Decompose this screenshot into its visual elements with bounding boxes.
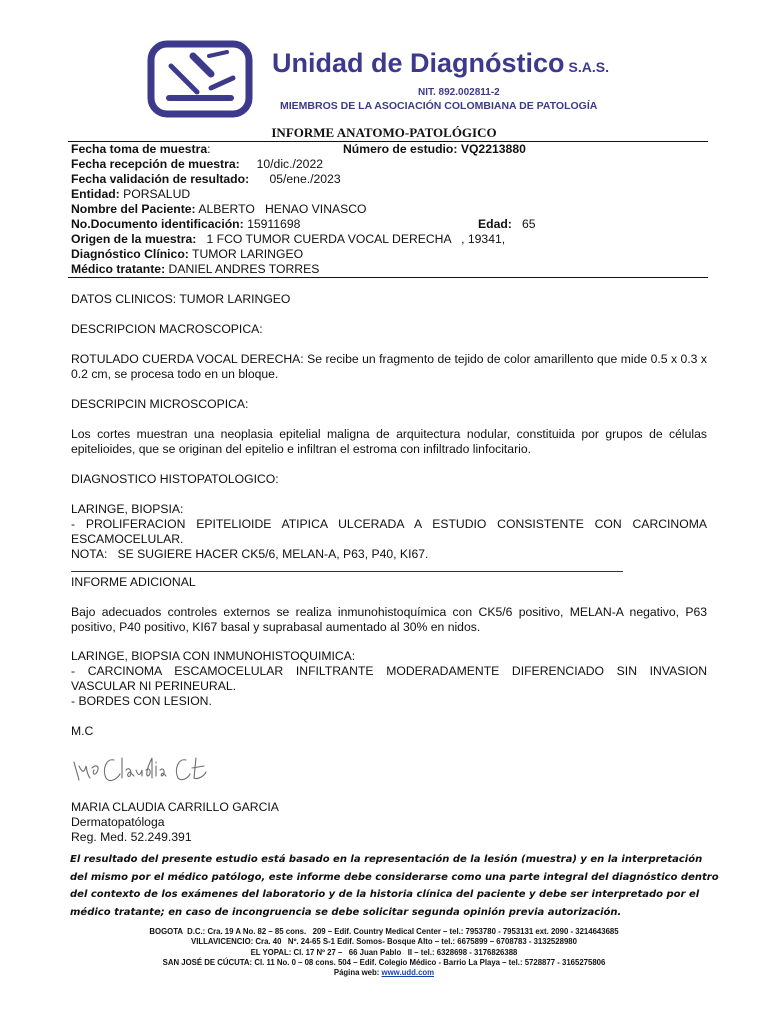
footer — [0, 927, 768, 978]
ihq-item-1: - CARCINOMA ESCAMOCELULAR INFILTRANTE MODERADAMENTE DIFERENCIADO SIN INVASION VASCULAR NI PERINEURAL. — [71, 664, 707, 693]
report-title: INFORME ANATOMO-PATOLÓGICO — [271, 125, 497, 140]
divider-info — [68, 277, 708, 278]
info-fecha-toma: Fecha toma de muestra: — [71, 142, 211, 156]
company-logo — [147, 40, 253, 118]
footer-bogota: BOGOTA D.C.: Cra. 19 A No. 82 – 85 cons. 209 – Edif. Country Medical Center – tel.: 7953780 - 7953131 ext. 2090 - 3214643685 — [149, 927, 619, 936]
datos-clinicos: DATOS CLINICOS: TUMOR LARINGEO — [71, 292, 291, 306]
footer-cucuta: SAN JOSÉ DE CÚCUTA: Cl. 11 No. 0 – 08 cons. 504 – Edif. Colegio Médico - Barrio La Playa – tel.: 5728877 - 3165275806 — [162, 957, 606, 967]
footer-web-label: Página web: — [333, 968, 380, 978]
signer-name: MARIA CLAUDIA CARRILLO GARCIA — [71, 800, 279, 814]
info-fecha-recepcion: Fecha recepción de muestra: 10/dic./2022 — [71, 157, 324, 171]
footer-yopal: EL YOPAL: Cl. 17 Nº 27 – 66 Juan Pablo II – tel.: 6328698 - 3176826388 — [250, 947, 518, 957]
info-entidad: Entidad: PORSALUD — [71, 187, 191, 201]
signer-role: Dermatopatóloga — [71, 815, 165, 829]
adicional-heading: INFORME ADICIONAL — [71, 575, 196, 589]
footer-villavicencio: VILLAVICENCIO: Cra. 40 Nº. 24-65 S-1 Edif. Somos- Bosque Alto – tel.: 6675899 – 6708783 - 3132528980 — [191, 937, 577, 947]
brand-name-text: Unidad de Diagnóstico — [272, 48, 565, 78]
info-medico: Médico tratante: DANIEL ANDRES TORRES — [71, 262, 320, 276]
brand-name — [272, 48, 609, 79]
diag-item: - PROLIFERACION EPITELIOIDE ATIPICA ULCERADA A ESTUDIO CONSISTENTE CON CARCINOMA ESCAMOCELULAR. — [71, 517, 707, 546]
diag-site: LARINGE, BIOPSIA: — [71, 502, 184, 516]
macro-text: ROTULADO CUERDA VOCAL DERECHA: Se recibe un fragmento de tejido de color amarillento que mide 0.5 x 0.3 x 0.2 cm, se procesa todo en un bloque. — [71, 352, 707, 381]
handwritten-signature — [70, 752, 210, 786]
initials: M.C — [71, 724, 94, 738]
info-fecha-validacion: Fecha validación de resultado: 05/ene./2023 — [71, 172, 341, 186]
divider-adicional — [71, 571, 623, 572]
micro-heading: DESCRIPCIN MICROSCOPICA: — [71, 397, 249, 411]
website-link[interactable]: www.udd.com — [381, 968, 435, 978]
signer-registration: Reg. Med. 52.249.391 — [71, 830, 192, 844]
micro-text: Los cortes muestran una neoplasia epitelial maligna de arquitectura nodular, constituida por grupos de células epitelioides, que se originan del epitelio e infiltran el estroma con infiltrado linfocitario. — [71, 427, 707, 456]
diag-note: NOTA: SE SUGIERE HACER CK5/6, MELAN-A, P63, P40, KI67. — [71, 547, 429, 561]
adicional-text: Bajo adecuados controles externos se realiza inmunohistoquímica con CK5/6 positivo, MELAN-A negativo, P63 positivo, P40 positivo, KI67 basal y suprabasal aumentado al 30% en nidos. — [71, 605, 707, 634]
disclaimer: El resultado del presente estudio está basado en la representación de la lesión (muestra) y en la interpretación del mismo por el médico patólogo, este informe debe considerarse como una parte integral del diagnóstico dentro del contexto de los exámenes del laboratorio y de la historia clínica del paciente y debe ser interpretado por el médico tratante; en caso de incongruencia se debe solicitar segunda opinión previa autorización. — [70, 854, 719, 918]
info-documento: No.Documento identificación: 15911698 — [71, 217, 301, 231]
ihq-heading: LARINGE, BIOPSIA CON INMUNOHISTOQUIMICA: — [71, 649, 356, 663]
info-diagnostico: Diagnóstico Clínico: TUMOR LARINGEO — [71, 247, 304, 261]
members-line: MIEMBROS DE LA ASOCIACIÓN COLOMBIANA DE PATOLOGÍA — [280, 100, 598, 112]
company-nit: NIT. 892.002811-2 — [418, 87, 500, 98]
macro-heading: DESCRIPCION MACROSCOPICA: — [71, 322, 263, 336]
footer-web — [0, 968, 768, 978]
info-origen: Origen de la muestra: 1 FCO TUMOR CUERDA VOCAL DERECHA , 19341, — [71, 232, 506, 246]
info-numero-estudio: Número de estudio: VQ2213880 — [343, 142, 526, 156]
ihq-item-2: - BORDES CON LESION. — [71, 694, 212, 708]
brand-suffix: S.A.S. — [568, 59, 609, 75]
diag-heading: DIAGNOSTICO HISTOPATOLOGICO: — [71, 472, 279, 486]
info-edad: Edad: 65 — [478, 217, 536, 231]
info-paciente: Nombre del Paciente: ALBERTO HENAO VINASCO — [71, 202, 367, 216]
